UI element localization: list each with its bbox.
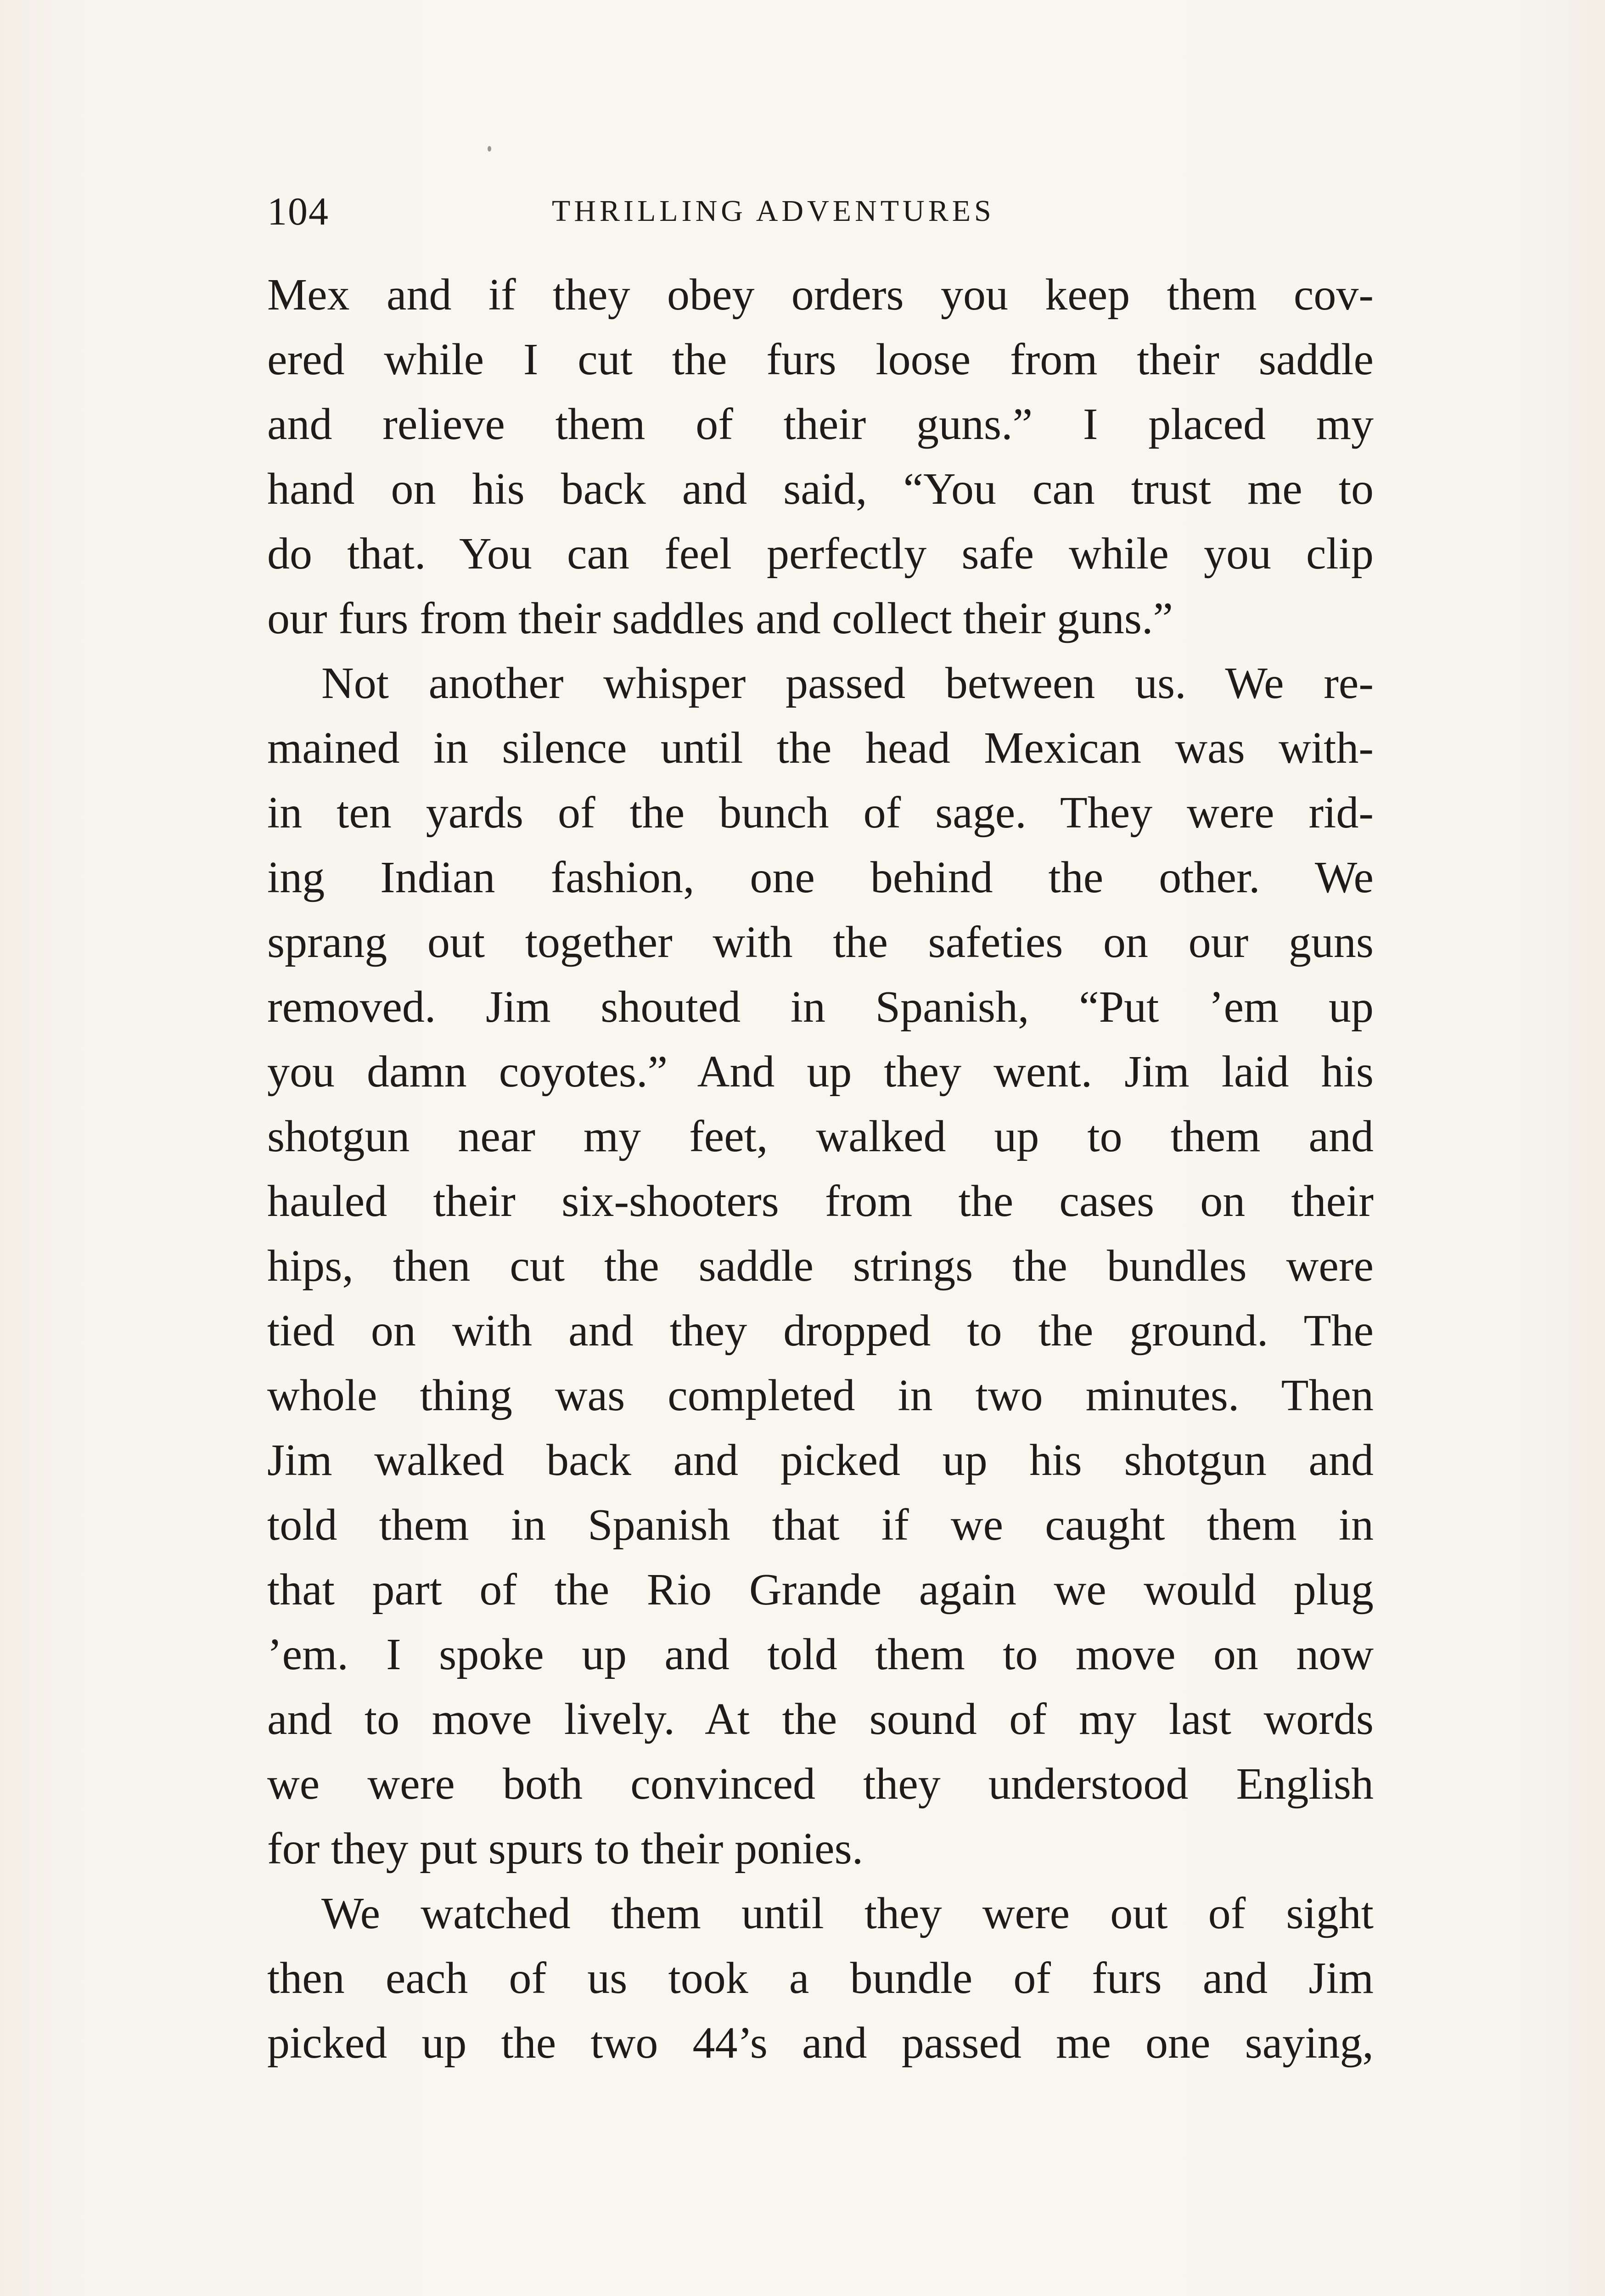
text-line: ’em. I spoke up and told them to move on now <box>267 1630 1374 1679</box>
paper-speck <box>488 146 491 152</box>
body-text <box>267 263 1374 2076</box>
text-line: picked up the two 44’s and passed me one saying, <box>267 2018 1374 2068</box>
text-line: hips, then cut the saddle strings the bundles were <box>267 1241 1374 1291</box>
page-number: 104 <box>267 189 329 233</box>
text-line: told them in Spanish that if we caught them in <box>267 1500 1374 1550</box>
text-line: whole thing was completed in two minutes. Then <box>267 1371 1374 1420</box>
text-line: for they put spurs to their ponies. <box>267 1824 864 1874</box>
text-line: Jim walked back and picked up his shotgun and <box>267 1435 1374 1485</box>
text-line: Not another whisper passed between us. We re- <box>321 658 1374 708</box>
text-line: then each of us took a bundle of furs and Jim <box>267 1953 1374 2003</box>
text-line: and relieve them of their guns.” I placed my <box>267 400 1374 449</box>
text-line: hand on his back and said, “You can trust me to <box>267 464 1374 514</box>
running-title: THRILLING ADVENTURES <box>552 194 995 228</box>
running-head <box>267 184 1374 239</box>
text-line: and to move lively. At the sound of my last words <box>267 1694 1374 1744</box>
text-line: sprang out together with the safeties on our guns <box>267 917 1374 967</box>
text-line: ing Indian fashion, one behind the other. We <box>267 853 1374 902</box>
text-line: removed. Jim shouted in Spanish, “Put ’em up <box>267 982 1374 1032</box>
text-line: shotgun near my feet, walked up to them and <box>267 1112 1374 1161</box>
text-line: we were both convinced they understood English <box>267 1759 1374 1809</box>
text-line: hauled their six-shooters from the cases on their <box>267 1176 1374 1226</box>
text-line: ered while I cut the furs loose from their saddle <box>267 335 1374 384</box>
text-line: mained in silence until the head Mexican was with- <box>267 723 1374 773</box>
text-line: Mex and if they obey orders you keep them cov- <box>267 270 1374 320</box>
text-line: tied on with and they dropped to the ground. The <box>267 1306 1374 1356</box>
text-line: our furs from their saddles and collect their guns.” <box>267 594 1173 643</box>
text-line: do that. You can feel perfectly safe while you clip <box>267 529 1374 579</box>
text-line: that part of the Rio Grande again we would plug <box>267 1565 1374 1615</box>
text-line: We watched them until they were out of sight <box>321 1889 1374 1938</box>
text-line: you damn coyotes.” And up they went. Jim laid his <box>267 1047 1374 1097</box>
text-line: in ten yards of the bunch of sage. They were rid- <box>267 788 1374 838</box>
